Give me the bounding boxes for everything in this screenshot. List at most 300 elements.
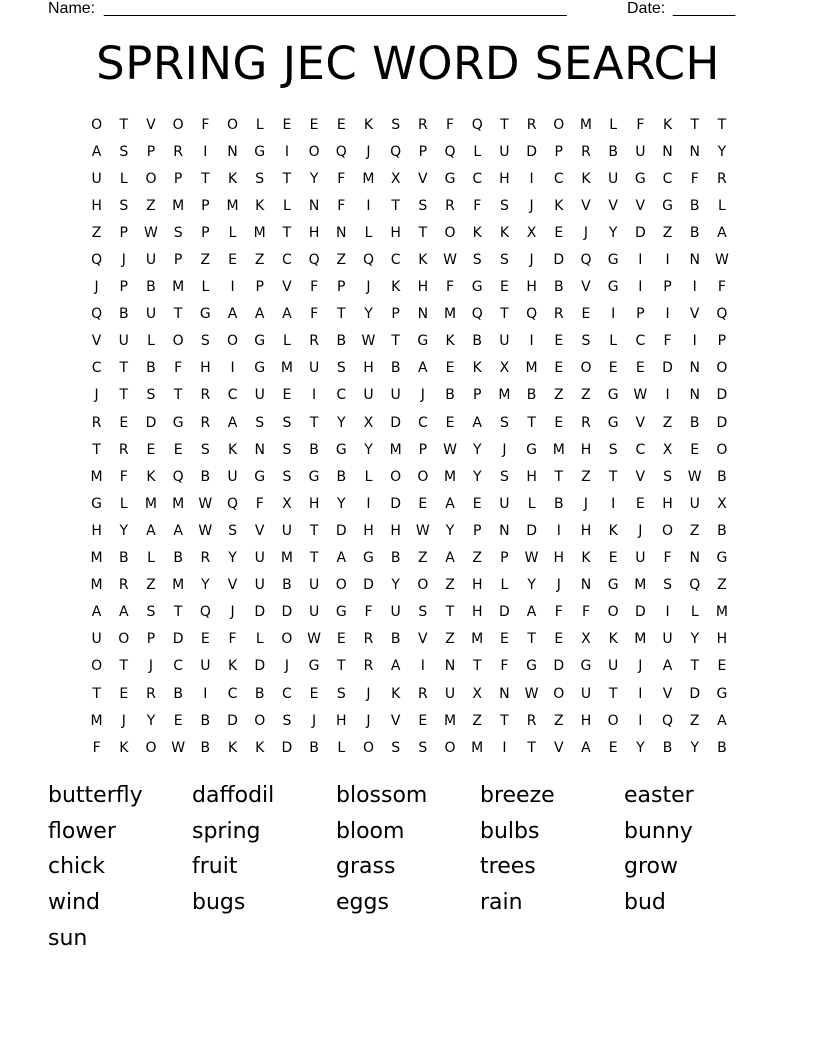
grid-letter[interactable]: M <box>471 631 484 648</box>
grid-letter[interactable]: I <box>366 197 371 214</box>
grid-letter[interactable]: Q <box>199 604 211 621</box>
grid-letter[interactable]: L <box>527 495 536 512</box>
grid-letter[interactable]: R <box>581 414 591 431</box>
grid-letter[interactable]: P <box>418 441 428 458</box>
grid-letter[interactable]: Q <box>716 306 728 323</box>
grid-letter[interactable]: T <box>527 739 536 756</box>
grid-letter[interactable]: A <box>418 360 428 377</box>
grid-letter[interactable]: F <box>446 279 455 296</box>
grid-letter[interactable]: E <box>418 495 428 512</box>
grid-letter[interactable]: U <box>145 306 157 323</box>
grid-letter[interactable]: F <box>92 739 101 756</box>
grid-letter[interactable]: U <box>608 170 619 187</box>
grid-letter[interactable]: A <box>526 604 537 621</box>
grid-letter[interactable]: B <box>309 739 319 756</box>
grid-letter[interactable]: K <box>581 170 591 187</box>
grid-letter[interactable]: R <box>118 577 129 594</box>
grid-letter[interactable]: G <box>526 658 538 675</box>
grid-letter[interactable]: A <box>227 306 238 323</box>
grid-letter[interactable]: Z <box>689 522 700 539</box>
grid-letter[interactable]: B <box>118 550 129 567</box>
grid-letter[interactable]: U <box>608 658 619 675</box>
grid-letter[interactable]: T <box>527 631 536 648</box>
grid-letter[interactable]: O <box>281 631 293 648</box>
grid-letter[interactable]: D <box>390 495 402 512</box>
grid-letter[interactable]: Q <box>308 252 320 269</box>
grid-letter[interactable]: U <box>227 468 238 485</box>
grid-letter[interactable]: T <box>119 116 129 133</box>
grid-letter[interactable]: V <box>91 333 102 350</box>
grid-letter[interactable]: O <box>145 739 157 756</box>
grid-letter[interactable]: Z <box>553 712 564 729</box>
grid-letter[interactable]: E <box>445 414 455 431</box>
grid-letter[interactable]: O <box>444 224 456 241</box>
grid-letter[interactable]: U <box>118 333 129 350</box>
grid-letter[interactable]: E <box>554 631 564 648</box>
grid-letter[interactable]: J <box>312 712 317 729</box>
grid-letter[interactable]: T <box>717 116 727 133</box>
grid-letter[interactable]: C <box>472 170 483 187</box>
grid-letter[interactable]: R <box>526 116 537 133</box>
grid-letter[interactable]: D <box>553 658 565 675</box>
grid-letter[interactable]: Y <box>146 712 156 729</box>
grid-letter[interactable]: A <box>173 522 183 539</box>
grid-letter[interactable]: R <box>526 712 537 729</box>
grid-letter[interactable]: Q <box>689 577 701 594</box>
grid-letter[interactable]: L <box>364 468 373 485</box>
grid-letter[interactable]: G <box>335 441 347 458</box>
grid-letter[interactable]: R <box>363 631 374 648</box>
grid-letter[interactable]: T <box>173 604 183 621</box>
grid-letter[interactable]: R <box>91 414 102 431</box>
grid-letter[interactable]: K <box>608 522 618 539</box>
grid-letter[interactable]: T <box>472 658 482 675</box>
grid-letter[interactable]: T <box>418 224 428 241</box>
grid-letter[interactable]: U <box>308 360 320 377</box>
grid-letter[interactable]: C <box>336 387 347 404</box>
grid-letter[interactable]: W <box>524 685 539 702</box>
grid-letter[interactable]: B <box>118 306 129 323</box>
grid-letter[interactable]: K <box>146 468 156 485</box>
grid-letter[interactable]: U <box>499 495 510 512</box>
grid-letter[interactable]: H <box>200 360 211 377</box>
grid-letter[interactable]: J <box>366 712 371 729</box>
grid-letter[interactable]: T <box>92 685 101 702</box>
grid-letter[interactable]: B <box>309 441 319 458</box>
grid-letter[interactable]: S <box>200 333 210 350</box>
grid-letter[interactable]: E <box>635 360 645 377</box>
grid-letter[interactable]: S <box>608 441 618 458</box>
grid-letter[interactable]: T <box>608 685 618 702</box>
grid-letter[interactable]: S <box>391 116 401 133</box>
grid-letter[interactable]: D <box>281 604 293 621</box>
grid-letter[interactable]: G <box>526 441 538 458</box>
grid-letter[interactable]: Z <box>581 387 591 404</box>
grid-letter[interactable]: S <box>336 685 346 702</box>
grid-letter[interactable]: D <box>526 143 537 160</box>
grid-letter[interactable]: H <box>390 224 401 241</box>
grid-letter[interactable]: F <box>446 116 455 133</box>
grid-letter[interactable]: N <box>227 143 238 160</box>
grid-letter[interactable]: J <box>638 658 643 675</box>
grid-letter[interactable]: G <box>716 550 728 567</box>
grid-letter[interactable]: R <box>717 170 727 187</box>
grid-letter[interactable]: A <box>91 143 102 160</box>
grid-letter[interactable]: I <box>203 685 208 702</box>
grid-letter[interactable]: F <box>337 170 346 187</box>
grid-letter[interactable]: P <box>717 333 727 350</box>
grid-letter[interactable]: Y <box>309 170 319 187</box>
grid-letter[interactable]: M <box>90 712 103 729</box>
grid-letter[interactable]: K <box>391 685 401 702</box>
grid-letter[interactable]: U <box>91 170 102 187</box>
grid-letter[interactable]: T <box>500 116 509 133</box>
grid-letter[interactable]: M <box>579 116 593 133</box>
grid-letter[interactable]: Z <box>445 577 455 594</box>
grid-letter[interactable]: S <box>418 197 428 214</box>
grid-letter[interactable]: N <box>689 550 700 567</box>
grid-letter[interactable]: W <box>524 550 539 567</box>
grid-letter[interactable]: P <box>636 306 645 323</box>
grid-letter[interactable]: M <box>552 441 565 458</box>
grid-letter[interactable]: F <box>310 306 319 323</box>
grid-letter[interactable]: O <box>417 468 429 485</box>
grid-letter[interactable]: Z <box>200 252 211 269</box>
grid-letter[interactable]: Y <box>337 495 346 512</box>
grid-letter[interactable]: C <box>173 658 184 675</box>
grid-letter[interactable]: I <box>665 252 670 269</box>
grid-letter[interactable]: F <box>690 170 699 187</box>
grid-letter[interactable]: N <box>689 143 700 160</box>
grid-letter[interactable]: M <box>389 441 402 458</box>
grid-letter[interactable]: S <box>663 468 672 485</box>
grid-letter[interactable]: K <box>445 333 455 350</box>
grid-letter[interactable]: K <box>662 116 673 133</box>
grid-letter[interactable]: G <box>580 658 592 675</box>
grid-letter[interactable]: N <box>689 252 700 269</box>
grid-letter[interactable]: G <box>91 495 103 512</box>
grid-letter[interactable]: E <box>554 360 564 377</box>
grid-letter[interactable]: B <box>717 739 727 756</box>
grid-letter[interactable]: E <box>336 116 346 133</box>
grid-letter[interactable]: V <box>282 279 292 296</box>
grid-letter[interactable]: A <box>91 604 102 621</box>
grid-letter[interactable]: S <box>282 441 292 458</box>
grid-letter[interactable]: Q <box>91 306 103 323</box>
grid-letter[interactable]: D <box>335 522 347 539</box>
grid-letter[interactable]: R <box>417 116 428 133</box>
grid-letter[interactable]: L <box>337 739 346 756</box>
grid-letter[interactable]: E <box>146 441 156 458</box>
grid-letter[interactable]: A <box>336 550 347 567</box>
grid-letter[interactable]: D <box>499 604 510 621</box>
grid-letter[interactable]: E <box>554 224 564 241</box>
grid-letter[interactable]: N <box>580 577 592 594</box>
grid-letter[interactable]: G <box>308 468 320 485</box>
grid-letter[interactable]: Q <box>91 252 103 269</box>
grid-letter[interactable]: Y <box>391 577 400 594</box>
grid-letter[interactable]: I <box>638 252 643 269</box>
grid-letter[interactable]: L <box>609 116 618 133</box>
grid-letter[interactable]: F <box>310 279 319 296</box>
grid-letter[interactable]: Q <box>362 252 374 269</box>
grid-letter[interactable]: O <box>444 739 456 756</box>
grid-letter[interactable]: T <box>337 658 346 675</box>
grid-letter[interactable]: O <box>227 333 239 350</box>
grid-letter[interactable]: S <box>499 468 509 485</box>
grid-letter[interactable]: O <box>172 333 184 350</box>
grid-letter[interactable]: Z <box>581 468 591 485</box>
grid-letter[interactable]: K <box>255 197 265 214</box>
grid-letter[interactable]: H <box>417 279 429 296</box>
grid-letter[interactable]: W <box>443 441 457 458</box>
grid-letter[interactable]: E <box>608 739 618 756</box>
grid-letter[interactable]: I <box>665 604 670 621</box>
grid-letter[interactable]: V <box>608 197 618 214</box>
grid-letter[interactable]: O <box>91 116 103 133</box>
grid-letter[interactable]: L <box>228 224 237 241</box>
grid-letter[interactable]: W <box>198 495 213 512</box>
grid-letter[interactable]: C <box>635 333 646 350</box>
grid-letter[interactable]: N <box>689 387 700 404</box>
grid-letter[interactable]: M <box>90 577 103 594</box>
grid-letter[interactable]: U <box>444 685 456 702</box>
grid-letter[interactable]: M <box>172 197 185 214</box>
name-blank-line[interactable]: ____________________________________________________ <box>104 0 567 17</box>
grid-letter[interactable]: W <box>633 387 648 404</box>
grid-letter[interactable]: P <box>554 143 563 160</box>
grid-letter[interactable]: Y <box>364 306 373 323</box>
grid-letter[interactable]: E <box>309 685 319 702</box>
grid-letter[interactable]: M <box>715 604 728 621</box>
grid-letter[interactable]: Z <box>91 224 102 241</box>
grid-letter[interactable]: N <box>499 522 510 539</box>
grid-letter[interactable]: T <box>309 550 319 567</box>
grid-letter[interactable]: A <box>254 306 265 323</box>
grid-letter[interactable]: B <box>526 387 537 404</box>
grid-letter[interactable]: O <box>580 360 592 377</box>
grid-letter[interactable]: H <box>91 197 102 214</box>
grid-letter[interactable]: T <box>391 333 400 350</box>
grid-letter[interactable]: T <box>173 306 183 323</box>
grid-letter[interactable]: V <box>635 468 646 485</box>
grid-letter[interactable]: J <box>529 197 534 214</box>
grid-letter[interactable]: K <box>608 631 618 648</box>
grid-letter[interactable]: S <box>282 468 292 485</box>
grid-letter[interactable]: A <box>662 658 673 675</box>
grid-letter[interactable]: O <box>716 441 728 458</box>
grid-letter[interactable]: S <box>228 522 237 539</box>
grid-letter[interactable]: K <box>472 224 482 241</box>
grid-letter[interactable]: H <box>363 522 374 539</box>
grid-letter[interactable]: U <box>363 387 374 404</box>
grid-letter[interactable]: U <box>390 604 401 621</box>
grid-letter[interactable]: Q <box>662 712 674 729</box>
grid-letter[interactable]: O <box>91 658 103 675</box>
grid-letter[interactable]: F <box>119 468 128 485</box>
grid-letter[interactable]: V <box>418 631 428 648</box>
grid-letter[interactable]: G <box>607 279 619 296</box>
grid-letter[interactable]: U <box>635 143 646 160</box>
grid-letter[interactable]: B <box>662 739 673 756</box>
grid-letter[interactable]: T <box>500 712 509 729</box>
grid-letter[interactable]: P <box>119 279 128 296</box>
grid-letter[interactable]: Y <box>717 143 727 160</box>
grid-letter[interactable]: S <box>282 712 292 729</box>
grid-letter[interactable]: Z <box>146 577 156 594</box>
grid-letter[interactable]: A <box>717 224 727 241</box>
grid-letter[interactable]: F <box>663 550 672 567</box>
grid-letter[interactable]: T <box>500 306 509 323</box>
grid-letter[interactable]: A <box>445 550 455 567</box>
grid-letter[interactable]: P <box>472 522 482 539</box>
grid-letter[interactable]: R <box>200 387 211 404</box>
grid-letter[interactable]: Q <box>526 306 538 323</box>
grid-letter[interactable]: P <box>337 279 346 296</box>
grid-letter[interactable]: Z <box>254 252 265 269</box>
grid-letter[interactable]: K <box>499 224 509 241</box>
grid-letter[interactable]: H <box>499 170 510 187</box>
grid-letter[interactable]: Y <box>119 522 129 539</box>
grid-letter[interactable]: L <box>255 116 264 133</box>
grid-letter[interactable]: S <box>146 604 156 621</box>
grid-letter[interactable]: F <box>663 333 672 350</box>
grid-letter[interactable]: B <box>717 522 727 539</box>
grid-letter[interactable]: G <box>634 170 646 187</box>
grid-letter[interactable]: O <box>227 116 239 133</box>
grid-letter[interactable]: I <box>502 739 507 756</box>
grid-letter[interactable]: V <box>553 739 564 756</box>
grid-letter[interactable]: S <box>173 224 183 241</box>
grid-letter[interactable]: H <box>580 441 592 458</box>
grid-letter[interactable]: A <box>282 306 292 323</box>
grid-letter[interactable]: M <box>525 360 538 377</box>
grid-letter[interactable]: C <box>91 360 102 377</box>
grid-letter[interactable]: R <box>173 143 184 160</box>
grid-letter[interactable]: W <box>307 631 322 648</box>
grid-letter[interactable]: S <box>119 197 129 214</box>
grid-letter[interactable]: M <box>443 306 457 323</box>
grid-letter[interactable]: H <box>336 712 347 729</box>
grid-letter[interactable]: N <box>336 224 347 241</box>
grid-letter[interactable]: W <box>361 333 376 350</box>
grid-letter[interactable]: B <box>390 631 401 648</box>
grid-letter[interactable]: B <box>282 577 292 594</box>
grid-letter[interactable]: F <box>228 631 237 648</box>
grid-letter[interactable]: A <box>445 495 455 512</box>
grid-letter[interactable]: R <box>417 685 428 702</box>
grid-letter[interactable]: Z <box>445 631 455 648</box>
grid-letter[interactable]: B <box>472 333 483 350</box>
grid-letter[interactable]: E <box>635 495 645 512</box>
grid-letter[interactable]: Y <box>636 739 645 756</box>
grid-letter[interactable]: S <box>255 414 265 431</box>
grid-letter[interactable]: H <box>363 360 374 377</box>
grid-letter[interactable]: S <box>499 252 509 269</box>
grid-letter[interactable]: E <box>554 414 564 431</box>
grid-letter[interactable]: V <box>254 522 265 539</box>
grid-letter[interactable]: L <box>718 197 726 214</box>
grid-letter[interactable]: S <box>146 387 156 404</box>
grid-letter[interactable]: G <box>335 604 347 621</box>
grid-letter[interactable]: S <box>581 333 591 350</box>
grid-letter[interactable]: I <box>665 306 670 323</box>
grid-letter[interactable]: I <box>366 495 371 512</box>
grid-letter[interactable]: Y <box>472 468 482 485</box>
grid-letter[interactable]: C <box>417 414 428 431</box>
grid-letter[interactable]: Y <box>690 631 699 648</box>
grid-letter[interactable]: I <box>529 170 534 187</box>
grid-letter[interactable]: P <box>119 224 128 241</box>
grid-letter[interactable]: X <box>499 360 510 377</box>
grid-letter[interactable]: S <box>418 739 428 756</box>
grid-letter[interactable]: S <box>499 414 509 431</box>
grid-letter[interactable]: U <box>499 333 510 350</box>
grid-letter[interactable]: M <box>362 170 375 187</box>
grid-letter[interactable]: O <box>145 170 157 187</box>
grid-letter[interactable]: B <box>146 360 156 377</box>
grid-letter[interactable]: Z <box>689 712 700 729</box>
grid-letter[interactable]: L <box>255 631 264 648</box>
grid-letter[interactable]: R <box>553 306 564 323</box>
grid-letter[interactable]: M <box>172 495 185 512</box>
grid-letter[interactable]: L <box>283 197 291 214</box>
grid-letter[interactable]: B <box>608 143 618 160</box>
grid-letter[interactable]: K <box>581 550 591 567</box>
grid-letter[interactable]: H <box>471 577 483 594</box>
grid-letter[interactable]: H <box>662 495 673 512</box>
grid-letter[interactable]: T <box>119 387 129 404</box>
grid-letter[interactable]: W <box>714 252 729 269</box>
grid-letter[interactable]: B <box>689 414 700 431</box>
grid-letter[interactable]: F <box>500 658 509 675</box>
grid-letter[interactable]: D <box>390 414 402 431</box>
grid-letter[interactable]: L <box>609 333 618 350</box>
grid-letter[interactable]: V <box>146 116 156 133</box>
grid-letter[interactable]: Y <box>364 441 373 458</box>
grid-letter[interactable]: U <box>390 387 401 404</box>
grid-letter[interactable]: I <box>638 712 643 729</box>
grid-letter[interactable]: P <box>663 279 672 296</box>
grid-letter[interactable]: E <box>200 631 210 648</box>
grid-letter[interactable]: H <box>390 522 401 539</box>
grid-letter[interactable]: G <box>363 550 374 567</box>
grid-letter[interactable]: O <box>308 143 320 160</box>
grid-letter[interactable]: D <box>553 252 565 269</box>
grid-letter[interactable]: H <box>580 522 592 539</box>
grid-letter[interactable]: T <box>201 170 210 187</box>
grid-letter[interactable]: H <box>308 224 320 241</box>
grid-letter[interactable]: P <box>173 170 183 187</box>
grid-letter[interactable]: F <box>581 604 590 621</box>
grid-letter[interactable]: M <box>280 550 293 567</box>
grid-letter[interactable]: E <box>173 712 183 729</box>
grid-letter[interactable]: E <box>581 306 591 323</box>
grid-letter[interactable]: X <box>472 685 483 702</box>
grid-letter[interactable]: S <box>663 577 672 594</box>
grid-letter[interactable]: Q <box>390 143 402 160</box>
grid-letter[interactable]: J <box>94 279 99 296</box>
grid-letter[interactable]: J <box>121 252 126 269</box>
grid-letter[interactable]: Z <box>472 550 483 567</box>
grid-letter[interactable]: E <box>554 333 564 350</box>
grid-letter[interactable]: K <box>363 116 374 133</box>
grid-letter[interactable]: U <box>580 685 592 702</box>
grid-letter[interactable]: B <box>390 550 401 567</box>
grid-letter[interactable]: J <box>148 658 154 675</box>
grid-letter[interactable]: V <box>581 279 591 296</box>
grid-letter[interactable]: X <box>526 224 537 241</box>
